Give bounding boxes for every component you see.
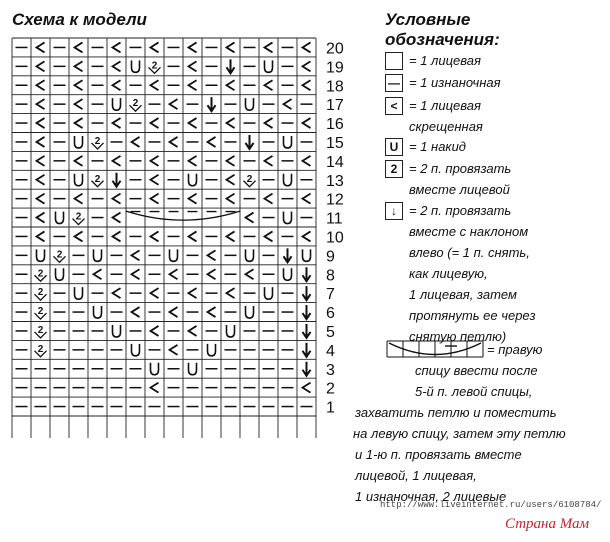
legend-symbol: ↓ xyxy=(385,202,403,220)
twisted-knit-symbol xyxy=(151,80,159,90)
ssk-symbol xyxy=(303,267,311,281)
twisted-knit-symbol xyxy=(37,231,45,241)
twisted-knit-symbol xyxy=(227,118,235,128)
ssk-symbol xyxy=(303,286,311,300)
legend-text: спицу ввести после xyxy=(415,363,538,378)
row-number: 1 xyxy=(326,399,335,417)
ssk-symbol xyxy=(113,173,121,187)
watermark: Страна Мам xyxy=(505,516,590,532)
yarn-over-symbol xyxy=(284,136,292,148)
twisted-knit-symbol xyxy=(208,250,216,260)
legend-symbol: < xyxy=(385,97,403,115)
svg-text:2: 2 xyxy=(37,343,44,355)
twisted-knit-symbol xyxy=(113,61,121,71)
twisted-knit-symbol xyxy=(132,250,140,260)
twisted-knit-symbol xyxy=(227,231,235,241)
twisted-knit-symbol xyxy=(284,99,292,109)
legend-text: протянуть ее через xyxy=(409,308,536,323)
yarn-over-symbol xyxy=(208,344,216,356)
legend-text: = 1 накид xyxy=(409,139,466,154)
yarn-over-symbol xyxy=(75,287,83,299)
twisted-knit-symbol xyxy=(208,137,216,147)
twisted-knit-symbol xyxy=(303,118,311,128)
k2tog-symbol xyxy=(73,212,85,225)
twisted-knit-symbol xyxy=(94,269,102,279)
ssk-symbol xyxy=(284,248,292,262)
k2tog-symbol xyxy=(54,249,66,262)
row-number: 4 xyxy=(326,342,335,360)
row-number: 7 xyxy=(326,286,335,304)
yarn-over-symbol xyxy=(189,174,197,186)
legend-text: = 2 п. провязать xyxy=(409,161,512,176)
ssk-symbol xyxy=(246,135,254,149)
twisted-knit-symbol xyxy=(151,326,159,336)
twisted-knit-symbol xyxy=(151,288,159,298)
twisted-knit-symbol xyxy=(37,175,45,185)
svg-text:2: 2 xyxy=(246,173,253,185)
yarn-over-symbol xyxy=(132,60,140,72)
ssk-symbol xyxy=(303,324,311,338)
legend-text: захватить петлю и поместить xyxy=(355,405,557,420)
twisted-knit-symbol xyxy=(37,80,45,90)
k2tog-symbol xyxy=(92,174,104,187)
row-number: 20 xyxy=(326,40,344,58)
twisted-knit-symbol xyxy=(189,156,197,166)
legend-text: 1 лицевая, затем xyxy=(409,287,517,302)
twisted-knit-symbol xyxy=(113,231,121,241)
twisted-knit-symbol xyxy=(170,99,178,109)
legend-text: скрещенная xyxy=(409,119,483,134)
twisted-knit-symbol xyxy=(75,42,83,52)
ssk-symbol xyxy=(303,343,311,357)
yarn-over-symbol xyxy=(132,344,140,356)
twisted-knit-symbol xyxy=(75,194,83,204)
row-number: 3 xyxy=(326,361,335,379)
twisted-knit-symbol xyxy=(37,156,45,166)
twisted-knit-symbol xyxy=(189,61,197,71)
svg-text:2: 2 xyxy=(37,268,44,280)
twisted-knit-symbol xyxy=(189,118,197,128)
twisted-knit-symbol xyxy=(37,194,45,204)
twisted-knit-symbol xyxy=(189,231,197,241)
svg-text:2: 2 xyxy=(151,60,158,72)
twisted-knit-symbol xyxy=(151,156,159,166)
twisted-knit-symbol xyxy=(265,80,273,90)
twisted-knit-symbol xyxy=(303,61,311,71)
yarn-over-symbol xyxy=(284,174,292,186)
ssk-symbol xyxy=(303,305,311,319)
svg-text:2: 2 xyxy=(56,249,63,261)
yarn-over-symbol xyxy=(56,212,64,224)
twisted-knit-symbol xyxy=(246,213,254,223)
svg-text:2: 2 xyxy=(37,287,44,299)
twisted-knit-symbol xyxy=(265,156,273,166)
twisted-knit-symbol xyxy=(265,42,273,52)
legend-text: вместе с наклоном xyxy=(409,224,529,239)
svg-text:2: 2 xyxy=(94,173,101,185)
k2tog-symbol xyxy=(244,174,256,187)
row-number: 13 xyxy=(326,172,344,190)
yarn-over-symbol xyxy=(189,363,197,375)
twisted-knit-symbol xyxy=(227,288,235,298)
twisted-knit-symbol xyxy=(151,231,159,241)
twisted-knit-symbol xyxy=(227,175,235,185)
legend-text: 5-й п. левой спицы, xyxy=(415,384,533,399)
row-number: 9 xyxy=(326,248,335,266)
twisted-knit-symbol xyxy=(75,99,83,109)
twisted-knit-symbol xyxy=(170,269,178,279)
twisted-knit-symbol xyxy=(265,194,273,204)
legend-text: на левую спицу, затем эту петлю xyxy=(353,426,566,441)
k2tog-symbol xyxy=(35,344,47,357)
yarn-over-symbol xyxy=(303,249,311,261)
cable-symbol xyxy=(385,340,485,360)
row-number: 16 xyxy=(326,116,344,134)
ssk-symbol xyxy=(303,362,311,376)
yarn-over-symbol xyxy=(75,136,83,148)
yarn-over-symbol xyxy=(113,98,121,110)
twisted-knit-symbol xyxy=(170,345,178,355)
yarn-over-symbol xyxy=(170,249,178,261)
k2tog-symbol xyxy=(35,268,47,281)
twisted-knit-symbol xyxy=(113,80,121,90)
twisted-knit-symbol xyxy=(113,213,121,223)
row-number: 12 xyxy=(326,191,344,209)
row-number: 18 xyxy=(326,78,344,96)
twisted-knit-symbol xyxy=(189,326,197,336)
ssk-symbol xyxy=(208,97,216,111)
twisted-knit-symbol xyxy=(246,269,254,279)
yarn-over-symbol xyxy=(246,249,254,261)
twisted-knit-symbol xyxy=(113,156,121,166)
legend-symbol: 2 xyxy=(385,160,403,178)
twisted-knit-symbol xyxy=(227,194,235,204)
k2tog-symbol xyxy=(35,306,47,319)
yarn-over-symbol xyxy=(94,249,102,261)
twisted-knit-symbol xyxy=(151,383,159,393)
twisted-knit-symbol xyxy=(189,80,197,90)
legend-text: вместе лицевой xyxy=(409,182,510,197)
svg-text:2: 2 xyxy=(37,324,44,336)
row-number: 11 xyxy=(326,210,343,228)
twisted-knit-symbol xyxy=(113,288,121,298)
twisted-knit-symbol xyxy=(227,42,235,52)
k2tog-symbol xyxy=(35,325,47,338)
twisted-knit-symbol xyxy=(303,231,311,241)
yarn-over-symbol xyxy=(246,98,254,110)
twisted-knit-symbol xyxy=(303,383,311,393)
twisted-knit-symbol xyxy=(132,307,140,317)
legend-text: снятую петлю) xyxy=(409,329,507,344)
ssk-symbol xyxy=(227,59,235,73)
row-number: 6 xyxy=(326,305,335,323)
yarn-over-symbol xyxy=(37,249,45,261)
legend-title: Условные обозначения: xyxy=(385,10,500,49)
svg-text:2: 2 xyxy=(75,211,82,223)
twisted-knit-symbol xyxy=(189,42,197,52)
yarn-over-symbol xyxy=(246,306,254,318)
twisted-knit-symbol xyxy=(151,42,159,52)
yarn-over-symbol xyxy=(265,287,273,299)
twisted-knit-symbol xyxy=(303,194,311,204)
yarn-over-symbol xyxy=(75,174,83,186)
legend-text: = правую xyxy=(487,342,543,357)
twisted-knit-symbol xyxy=(75,156,83,166)
twisted-knit-symbol xyxy=(227,156,235,166)
legend-text: лицевой, 1 лицевая, xyxy=(355,468,477,483)
legend xyxy=(353,10,605,504)
twisted-knit-symbol xyxy=(113,42,121,52)
twisted-knit-symbol xyxy=(303,80,311,90)
twisted-knit-symbol xyxy=(75,80,83,90)
twisted-knit-symbol xyxy=(113,194,121,204)
twisted-knit-symbol xyxy=(75,231,83,241)
row-number: 8 xyxy=(326,267,335,285)
row-number: 15 xyxy=(326,134,344,152)
twisted-knit-symbol xyxy=(37,42,45,52)
row-number: 17 xyxy=(326,97,344,115)
k2tog-symbol xyxy=(92,136,104,149)
yarn-over-symbol xyxy=(56,268,64,280)
yarn-over-symbol xyxy=(227,325,235,337)
twisted-knit-symbol xyxy=(151,118,159,128)
k2tog-symbol xyxy=(35,287,47,300)
twisted-knit-symbol xyxy=(113,118,121,128)
yarn-over-symbol xyxy=(151,363,159,375)
knitting-chart xyxy=(0,0,350,450)
twisted-knit-symbol xyxy=(265,231,273,241)
twisted-knit-symbol xyxy=(303,156,311,166)
svg-text:2: 2 xyxy=(94,135,101,147)
yarn-over-symbol xyxy=(284,268,292,280)
twisted-knit-symbol xyxy=(303,42,311,52)
legend-text: влево (= 1 п. снять, xyxy=(409,245,530,260)
yarn-over-symbol xyxy=(113,325,121,337)
k2tog-symbol xyxy=(149,60,161,73)
grid-lines xyxy=(12,38,316,438)
legend-text: = 1 изнаночная xyxy=(409,75,501,90)
twisted-knit-symbol xyxy=(75,118,83,128)
legend-text: = 1 лицевая xyxy=(409,53,481,68)
twisted-knit-symbol xyxy=(37,61,45,71)
twisted-knit-symbol xyxy=(227,80,235,90)
legend-symbol xyxy=(385,52,403,70)
legend-text: как лицевую, xyxy=(409,266,488,281)
yarn-over-symbol xyxy=(94,306,102,318)
legend-text: 1 изнаночная, 2 лицевые xyxy=(355,489,507,504)
twisted-knit-symbol xyxy=(37,99,45,109)
twisted-knit-symbol xyxy=(265,118,273,128)
row-number: 10 xyxy=(326,229,344,247)
k2tog-symbol xyxy=(130,98,142,111)
row-number: 19 xyxy=(326,59,344,77)
twisted-knit-symbol xyxy=(75,61,83,71)
twisted-knit-symbol xyxy=(132,137,140,147)
svg-text:2: 2 xyxy=(37,306,44,318)
yarn-over-symbol xyxy=(265,60,273,72)
legend-symbol: — xyxy=(385,74,403,92)
twisted-knit-symbol xyxy=(151,175,159,185)
twisted-knit-symbol xyxy=(208,269,216,279)
chart-title: Схема к модели xyxy=(12,10,147,29)
twisted-knit-symbol xyxy=(132,269,140,279)
legend-text: = 2 п. провязать xyxy=(409,203,512,218)
row-number: 2 xyxy=(326,380,335,398)
legend-text: = 1 лицевая xyxy=(409,98,481,113)
twisted-knit-symbol xyxy=(37,137,45,147)
twisted-knit-symbol xyxy=(37,213,45,223)
twisted-knit-symbol xyxy=(170,137,178,147)
twisted-knit-symbol xyxy=(208,307,216,317)
twisted-knit-symbol xyxy=(37,118,45,128)
legend-symbol: U xyxy=(385,138,403,156)
row-number: 14 xyxy=(326,153,344,171)
twisted-knit-symbol xyxy=(189,194,197,204)
twisted-knit-symbol xyxy=(189,288,197,298)
twisted-knit-symbol xyxy=(151,194,159,204)
twisted-knit-symbol xyxy=(170,307,178,317)
svg-text:2: 2 xyxy=(132,98,139,110)
row-number: 5 xyxy=(326,323,335,341)
yarn-over-symbol xyxy=(284,212,292,224)
source-url: http://www.liveinternet.ru/users/6108784/ xyxy=(380,500,602,510)
legend-text: и 1-ю п. провязать вместе xyxy=(355,447,522,462)
